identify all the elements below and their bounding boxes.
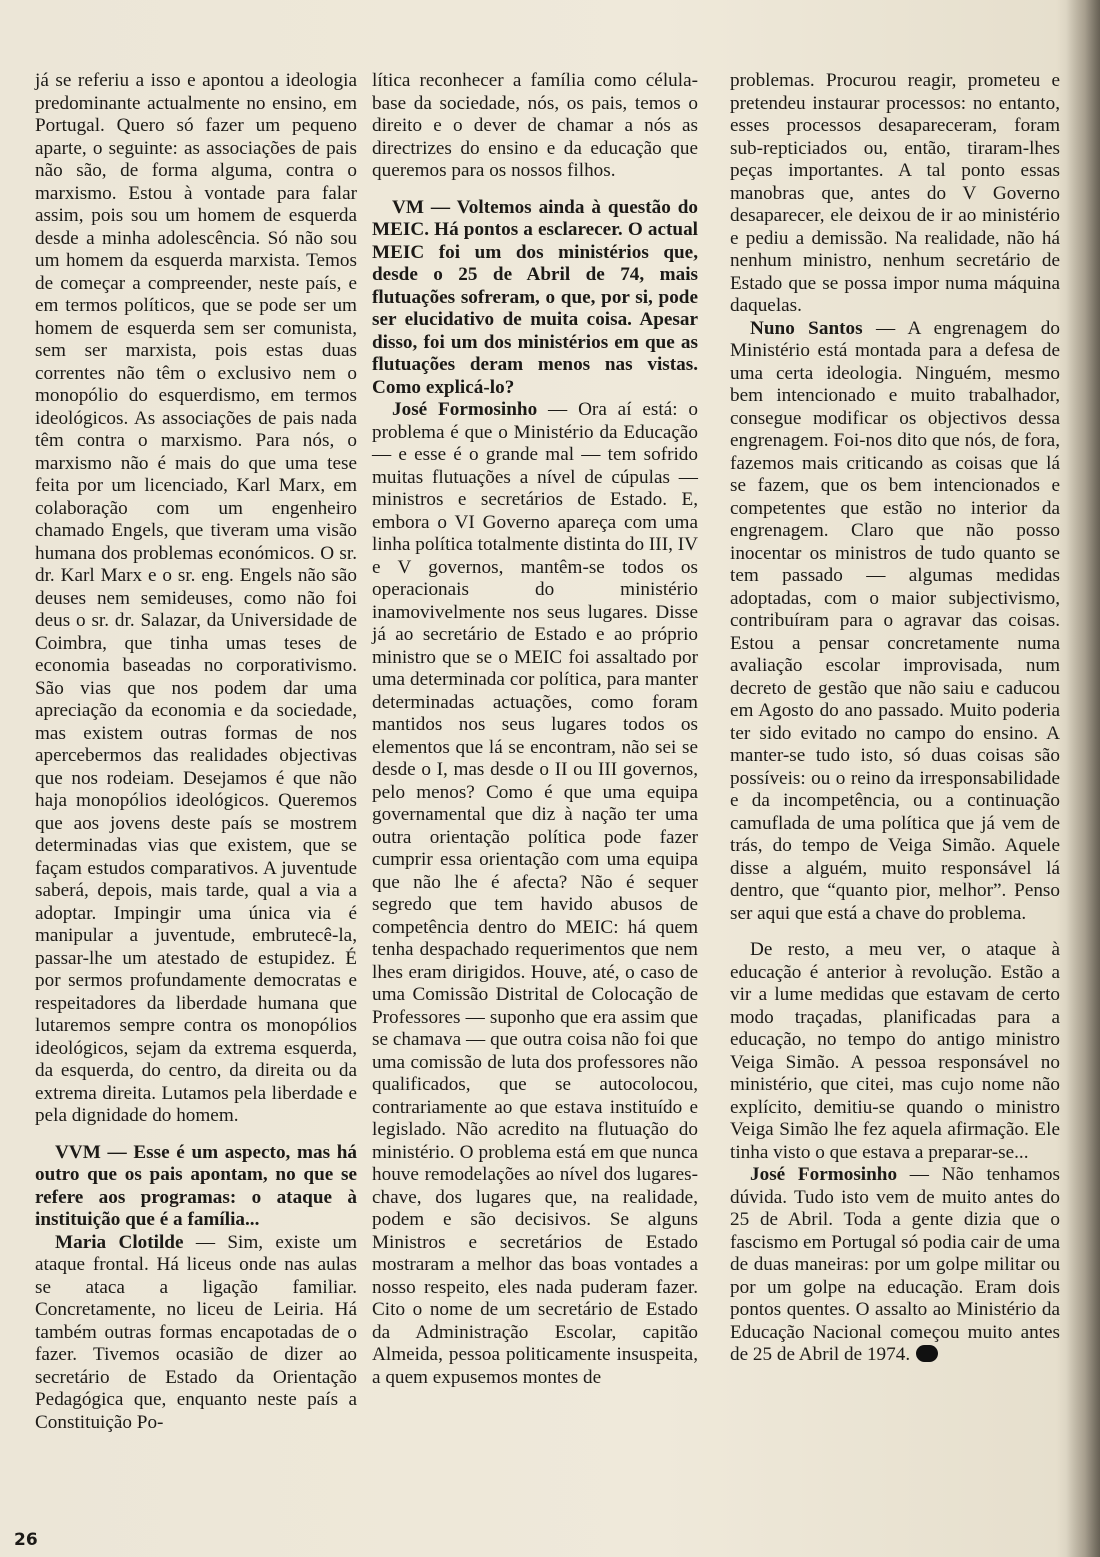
paragraph (35, 70, 357, 1128)
page-edge-shadow (1066, 0, 1100, 1557)
paragraph (730, 1164, 1060, 1367)
speaker-name: Nuno Santos (750, 317, 863, 339)
page-number: 26 (14, 1530, 38, 1550)
paragraph (35, 1142, 357, 1232)
paragraph-text: já se referiu a isso e apontou a ideologia predominante actualmente no ensino, em Portugal. Quero só fazer um pequeno aparte, o seguinte: as associações de pais não são, de forma alguma, contra o marxismo. Estou à vontade para falar assim, pois sou um homem de esquerda desde a minha adolescência. Só não sou um homem da esquerda marxista. Temos de começar a compreender, neste país, e em termos políticos, que se pode ser um homem de esquerda sem ser comunista, sem ser marxista, pois estas duas correntes não têm o exclusivo nem o monopólio do esquerdismo, em termos ideológicos. As associações de pais nada têm contra o marxismo. Para nós, o marxismo não é mais do que uma tese feita por um licenciado, Karl Marx, em colaboração com um engenheiro chamado Engels, que tiveram uma visão humana dos problemas económicos. O sr. dr. Karl Marx e o sr. eng. Engels não são deuses nem semideuses, como não foi deus o sr. dr. Salazar, da Universidade de Coimbra, que tinha umas teses de economia baseadas no corporativismo. São vias que nos podem dar uma apreciação da economia e da sociedade, mas existem outras formas de nos apercebermos das realidades objectivas que nos rodeiam. Desejamos é que não haja monopólios ideológicos. Queremos que aos jovens deste país se mostrem determinadas vias que existem, que se façam estudos comparativos. A juventude saberá, depois, mais tarde, qual a via a adoptar. Impingir uma única via é manipular a juventude, embrutecê-la, passar-lhe um atestado de estupidez. É por sermos profundamente democratas e respeitadores da liberdade humana que lutaremos sempre contra os monopólios ideológicos, sejam da extrema esquerda, da esquerda, do centro, da direita ou da extrema direita. Lutamos pela liberdade e pela dignidade do homem. (35, 70, 357, 1126)
paragraph (35, 1232, 357, 1435)
paragraph (372, 197, 698, 400)
paragraph (730, 70, 1060, 318)
paragraph-text: lítica reconhecer a família como célula-base da sociedade, nós, os pais, temos o direito e o dever de chamar a nós as directrizes do ensino e da educação que queremos para os nossos filhos. (372, 70, 698, 181)
paragraph-text: problemas. Procurou reagir, prometeu e pretendeu instaurar processos: no entanto, esses processos desapareceram, foram sub-repticiados ou, então, tiraram-lhes peças importantes. A tal ponto essas manobras que, antes do V Governo desaparecer, ele deixou de ir ao ministério e pediu a demissão. Na realidade, não há nenhum ministro, nenhum secretário de Estado que se possa impor numa máquina daquelas. (730, 70, 1060, 316)
paragraph-text: — Sim, existe um ataque frontal. Há liceus onde nas aulas se ataca a ligação familiar. Concretamente, no liceu de Leiria. Há também outras formas encapotadas de o fazer. Tivemos ocasião de dizer ao secretário de Estado da Orientação Pedagógica que, enquanto neste país a Constituição Po- (35, 1231, 357, 1433)
paragraph (730, 318, 1060, 926)
interviewer-question: VVM — Esse é um aspecto, mas há outro que os pais apontam, no que se refere aos programas: o ataque à instituição que é a família... (35, 1141, 357, 1230)
paragraph-text: — Não tenhamos dúvida. Tudo isto vem de muito antes do 25 de Abril. Toda a gente dizia que o fascismo em Portugal só podia cair de uma de duas maneiras: por um golpe militar ou por um golpe na educação. Eram dois pontos quentes. O assalto ao Ministério da Educação Nacional começou muito antes de 25 de Abril de 1974. (730, 1164, 1060, 1365)
speaker-name: José Formosinho (392, 399, 538, 420)
column-1 (35, 70, 357, 1434)
column-3 (730, 70, 1060, 1367)
interviewer-question: VM — Voltemos ainda à questão do MEIC. Há pontos a esclarecer. O actual MEIC foi um dos ministérios que, desde o 25 de Abril de 74, mais flutuações sofreram, o que, por si, pode ser elucidativo de muita coisa. Apesar disso, foi um dos ministérios em que as flutuações deram menos nas vistas. Como explicá-lo? (372, 196, 698, 398)
speaker-name: José Formosinho (750, 1164, 898, 1185)
paragraph (730, 939, 1060, 1164)
paragraph-text: De resto, a meu ver, o ataque à educação é anterior à revolução. Estão a vir a lume medidas que estavam de certo modo traçadas, planificadas para a educação, no tempo do antigo ministro Veiga Simão. A pessoa responsável no ministério, que citei, mas cujo nome não explícito, demitiu-se quando o ministro Veiga Simão lhe fez aquela afirmação. Ele tinha visto o que estava a preparar-se... (730, 939, 1060, 1163)
speaker-name: Maria Clotilde (55, 1231, 184, 1253)
column-2 (372, 70, 698, 1389)
paragraph-text: — A engrenagem do Ministério está montada para a defesa de uma certa ideologia. Ninguém, mesmo bem intencionado e muito trabalhador, consegue modificar os objectivos dessa engrenagem. Foi-nos dito que nós, de fora, fazemos mais criticando as coisas que lá se fazem, que os bem intencionados e competentes que estão no interior da engrenagem. Claro que não posso inocentar os ministros de tudo quanto se tem passado — algumas medidas adoptadas, com o maior subjectivismo, contribuíram para o agravar das coisas. Estou a pensar concretamente numa avaliação escolar improvisada, num decreto de gestão que não saiu e caducou em Agosto do ano passado. Muito poderia ter sido evitado no campo do ensino. A manter-se tudo isto, só duas coisas são possíveis: ou o reino da irresponsabilidade e da incompetência, ou a continuação camuflada de uma política que já vem de trás, do tempo de Veiga Simão. Aquele disse a alguém, muito responsável lá dentro, que “quanto pior, melhor”. Penso ser aqui que está a chave do problema. (730, 317, 1060, 924)
paragraph-text: — Ora aí está: o problema é que o Ministério da Educação — e esse é o grande mal — tem sofrido muitas flutuações a nível de cúpulas — ministros e secretários de Estado. E, embora o VI Governo apareça com uma linha política totalmente distinta do III, IV e V governos, mantêm-se todos os operacionais do ministério inamovivelmente nos seus lugares. Disse já ao secretário de Estado e ao próprio ministro que se o MEIC foi assaltado por uma determinada cor política, para manter determinadas actuações, como foram mantidos nos seus lugares todos os elementos que lá se encontram, não sei se desde o I, mas desde o II ou III governos, pelo menos? Como é que uma equipa governamental que diz à nação ter uma outra orientação política pode fazer cumprir essa orientação com uma equipa que não lhe é afecta? Não é sequer segredo que tem havido abusos de competência dentro do MEIC: há quem tenha despachado requerimentos que nem lhes eram dirigidos. Houve, até, o caso de uma Comissão Distrital de Colocação de Professores — suponho que era assim que se chamava — que outra coisa não foi que uma comissão de luta dos professores não qualificados, que se autocolocou, contrariamente ao que estava instituído e legislado. Não acredito na flutuação do ministério. O problema está em que nunca houve remodelações ao nível dos lugares-chave, dos lugares que, na realidade, podem e são decisivos. Se alguns Ministros e secretários de Estado mostraram a melhor das boas vontades a nosso respeito, eles nada puderam fazer. Cito o nome de um secretário de Estado da Administração Escolar, capitão Almeida, pessoa politicamente insuspeita, a quem expusemos montes de (372, 399, 698, 1388)
paragraph (372, 399, 698, 1389)
paragraph (372, 70, 698, 183)
article-end-mark (916, 1345, 938, 1362)
